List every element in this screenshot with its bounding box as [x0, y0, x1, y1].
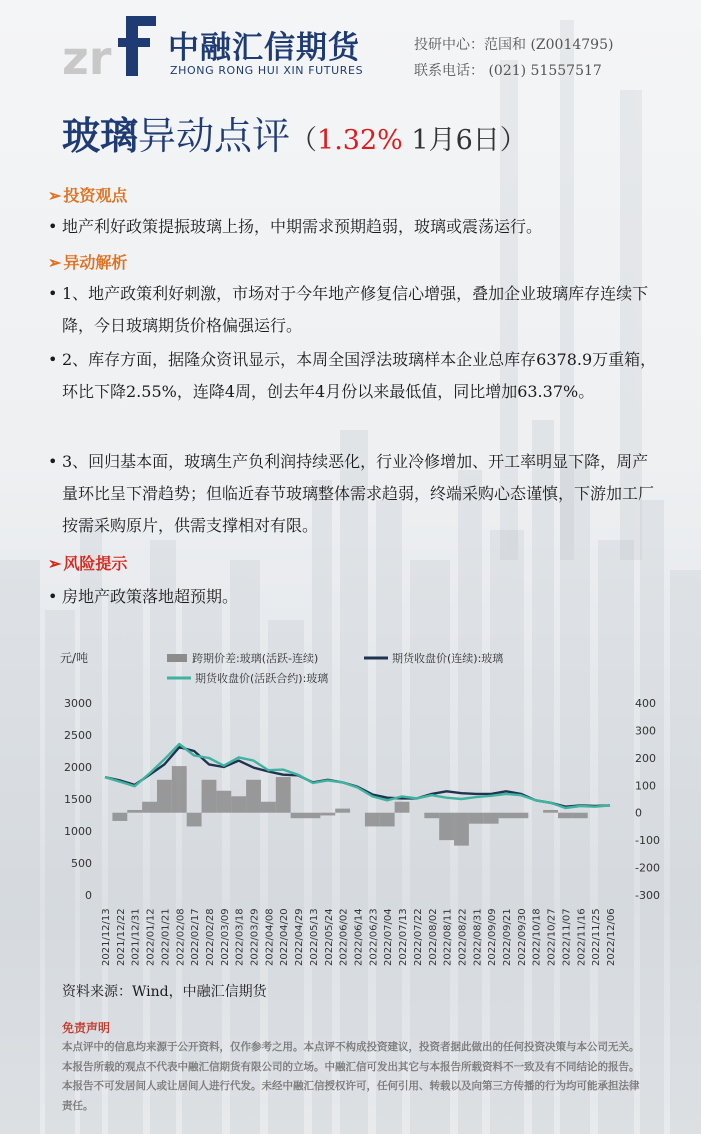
spread-bar — [142, 802, 157, 813]
x-tick-label: 2022/10/18 — [531, 908, 543, 966]
spread-bar — [246, 780, 261, 813]
y-tick-label: 1000 — [64, 825, 92, 838]
spread-bar — [424, 813, 439, 818]
x-tick-label: 2022/02/08 — [175, 908, 187, 966]
legend-label: 跨期价差:玻璃(活跃-连续) — [192, 652, 319, 665]
x-tick-label: 2022/09/21 — [502, 908, 514, 966]
y2-tick-label: -200 — [635, 861, 660, 875]
title-change-pct: 1.32% — [317, 125, 403, 156]
x-tick-label: 2022/01/21 — [160, 908, 172, 966]
legend-label: 期货收盘价(活跃合约):玻璃 — [195, 672, 329, 685]
view-paragraph: • 地产利好政策提振玻璃上扬，中期需求预期趋弱，玻璃或震荡运行。 — [48, 211, 660, 243]
page-title — [62, 112, 527, 165]
spread-bar — [127, 810, 142, 813]
company-name-en: ZHONG RONG HUI XIN FUTURES — [170, 64, 364, 77]
x-tick-label: 2022/08/02 — [427, 908, 439, 966]
x-tick-label: 2022/06/23 — [368, 908, 380, 966]
spread-bar — [172, 766, 187, 813]
y-axis-unit: 元/吨 — [60, 651, 89, 665]
x-tick-label: 2022/04/08 — [264, 908, 276, 966]
spread-bar — [380, 813, 395, 827]
data-source: 资料来源：Wind，中融汇信期货 — [62, 984, 267, 1000]
analysis-paragraph-1: • 1、地产政策利好刺激，市场对于今年地产修复信心增强，叠加企业玻璃库存连续下降，今日玻璃期货价格偏强运行。 — [48, 278, 660, 342]
x-tick-label: 2021/12/31 — [130, 908, 142, 966]
x-tick-label: 2022/09/09 — [487, 908, 499, 966]
spread-bar — [469, 813, 484, 824]
x-tick-label: 2022/07/22 — [412, 908, 424, 966]
x-tick-label: 2022/07/04 — [383, 908, 395, 966]
y2-tick-label: 100 — [635, 779, 656, 793]
x-tick-label: 2022/12/06 — [606, 908, 617, 966]
spread-bar — [306, 813, 321, 818]
x-tick-label: 2022/11/07 — [561, 908, 573, 966]
spread-bar — [216, 791, 231, 813]
x-tick-label: 2022/04/29 — [294, 908, 306, 966]
disclaimer-text: 本点评中的信息均来源于公开资料，仅作参考之用。本点评不构成投资建议，投资者据此做出的任何投资决策与本公司无关。本报告所载的观点不代表中融汇信期货有限公司的立场。中融汇信可发出其它与本报告所载资料不一致及有不同结论的报告。本报告不可发居间人或让居间人进行代发。未经中融汇信授权许可，任何引用、转载以及向第三方传播的行为均可能承担法律责任。 — [62, 1041, 640, 1112]
x-tick-label: 2022/08/22 — [457, 908, 469, 966]
y2-tick-label: -100 — [635, 834, 660, 848]
y2-tick-label: 0 — [635, 806, 642, 820]
arrow-icon: ➢ — [48, 554, 62, 573]
section-heading-analysis: ➢ 异动解析 — [48, 253, 128, 272]
x-tick-label: 2022/05/24 — [323, 908, 335, 966]
x-tick-label: 2022/06/14 — [353, 908, 365, 966]
arrow-icon: ➢ — [48, 253, 62, 272]
spread-bar — [573, 813, 588, 818]
x-tick-label: 2022/11/25 — [591, 908, 603, 966]
spread-bar — [558, 813, 573, 818]
y2-tick-label: 300 — [635, 724, 656, 738]
y-tick-label: 0 — [85, 889, 92, 902]
company-name-cn: 中融汇信期货 — [168, 30, 360, 66]
x-tick-label: 2022/08/11 — [442, 908, 454, 966]
spread-bar — [112, 813, 127, 821]
bullet-icon: • — [48, 350, 58, 369]
spread-bar — [365, 813, 380, 827]
bullet-icon: • — [48, 452, 58, 471]
bullet-icon: • — [48, 587, 58, 606]
y-tick-label: 3000 — [64, 697, 92, 710]
spread-bar — [513, 813, 528, 818]
x-tick-label: 2022/03/29 — [249, 908, 261, 966]
x-tick-label: 2022/05/13 — [308, 908, 320, 966]
spread-bar — [499, 813, 514, 818]
spread-bar — [454, 813, 469, 846]
section-heading-view: ➢ 投资观点 — [48, 186, 128, 205]
x-tick-label: 2022/08/31 — [472, 908, 484, 966]
x-tick-label: 2022/02/17 — [190, 908, 202, 966]
x-tick-label: 2022/03/09 — [219, 908, 231, 966]
y2-tick-label: -300 — [635, 889, 660, 902]
x-tick-label: 2022/03/18 — [234, 908, 246, 966]
x-tick-label: 2022/09/30 — [516, 908, 528, 966]
spread-bar — [157, 780, 172, 813]
y-tick-label: 1500 — [64, 793, 92, 806]
x-tick-label: 2022/04/20 — [279, 908, 291, 966]
bullet-icon: • — [48, 284, 58, 303]
spread-bar — [202, 780, 217, 813]
x-tick-label: 2022/01/12 — [145, 908, 157, 966]
y-tick-label: 2500 — [64, 729, 92, 742]
svg-text:zr: zr — [62, 31, 112, 82]
price-chart — [50, 640, 670, 980]
x-tick-label: 2022/02/28 — [204, 908, 216, 966]
y2-tick-label: 400 — [635, 697, 656, 710]
y-tick-label: 2000 — [64, 761, 92, 774]
bullet-icon: • — [48, 217, 58, 236]
spread-bar — [261, 802, 276, 813]
arrow-icon: ➢ — [48, 186, 62, 205]
x-tick-label: 2022/10/27 — [546, 908, 558, 966]
analyst-line: 投研中心：范国和 (Z0014795) — [414, 37, 614, 53]
spread-bar — [395, 802, 410, 813]
section-heading-risk: ➢ 风险提示 — [48, 554, 128, 573]
company-logo — [62, 12, 162, 82]
title-paren: （ — [290, 125, 318, 156]
spread-bar — [543, 810, 558, 813]
spread-bar — [439, 813, 454, 840]
analysis-paragraph-3: • 3、回归基本面，玻璃生产负利润持续恶化，行业冷修增加、开工率明显下降，周产量环比呈下滑趋势；但临近春节玻璃整体需求趋弱，终端采购心态谨慎，下游加工厂按需采购原片，供需支撑相对有限。 — [48, 446, 660, 542]
spread-bar — [231, 796, 246, 812]
phone-line: 联系电话： (021) 51557517 — [414, 63, 602, 79]
title-product: 玻璃 — [62, 113, 139, 158]
spread-bar — [291, 813, 306, 818]
disclaimer-title: 免责声明 — [62, 1021, 111, 1035]
title-type: 异动点评 — [138, 114, 291, 158]
title-date: 1月6日） — [402, 125, 527, 156]
legend-swatch — [167, 654, 187, 662]
x-tick-label: 2022/07/13 — [398, 908, 410, 966]
spread-bar — [187, 813, 202, 827]
spread-bar — [320, 813, 335, 816]
x-tick-label: 2021/12/13 — [101, 908, 112, 966]
spread-bar — [276, 777, 291, 813]
analysis-paragraph-2: • 2、库存方面，据隆众资讯显示，本周全国浮法玻璃样本企业总库存6378.9万重箱，环比下降2.55%，连降4周，创去年4月份以来最低值，同比增加63.37%。 — [48, 344, 660, 408]
risk-paragraph: • 房地产政策落地超预期。 — [48, 581, 660, 613]
contact-info — [414, 32, 613, 84]
legend-label: 期货收盘价(连续):玻璃 — [392, 652, 504, 665]
y2-tick-label: 200 — [635, 751, 656, 765]
spread-bar — [484, 813, 499, 824]
x-tick-label: 2022/11/16 — [576, 908, 588, 966]
x-tick-label: 2022/06/02 — [338, 908, 350, 966]
y-tick-label: 500 — [71, 857, 92, 870]
x-tick-label: 2021/12/22 — [115, 908, 127, 966]
spread-bar — [335, 809, 350, 813]
